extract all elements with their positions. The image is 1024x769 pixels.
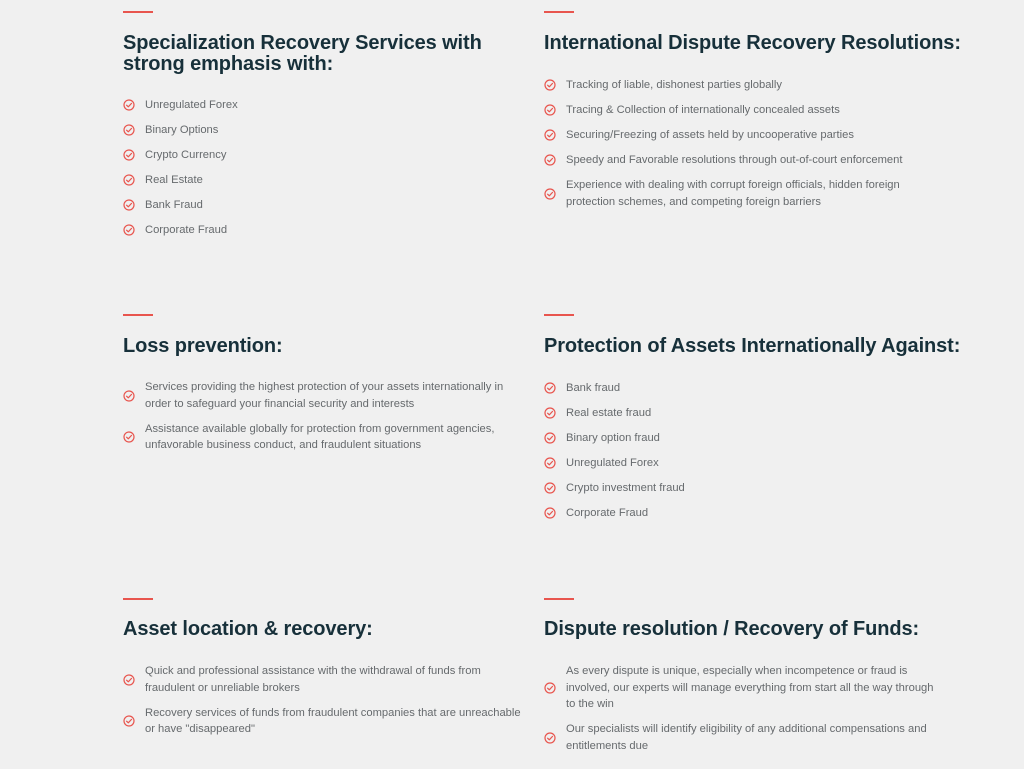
list-item-text: Speedy and Favorable resolutions through out-of-court enforcement	[566, 154, 903, 166]
section-title: International Dispute Recovery Resolutions:	[544, 32, 961, 54]
section-list	[544, 380, 924, 522]
list-item	[123, 222, 503, 239]
section-divider	[544, 314, 574, 316]
section-list	[123, 663, 523, 738]
list-item	[544, 77, 904, 94]
section-divider	[544, 11, 574, 13]
list-item-text: Quick and professional assistance with the withdrawal of funds from fraudulent or unreliable brokers	[145, 665, 481, 694]
list-item-text: Real Estate	[145, 174, 203, 186]
check-circle-icon	[123, 199, 135, 211]
list-item-text: Assistance available globally for protection from government agencies, unfavorable business conduct, and fraudulent situations	[145, 422, 495, 451]
list-item	[544, 152, 904, 169]
check-circle-icon	[123, 431, 135, 443]
check-circle-icon	[544, 457, 556, 469]
section-divider	[544, 598, 574, 600]
section-divider	[123, 598, 153, 600]
list-item-text: Unregulated Forex	[145, 99, 238, 111]
check-circle-icon	[123, 124, 135, 136]
check-circle-icon	[123, 224, 135, 236]
check-circle-icon	[123, 99, 135, 111]
list-item	[123, 97, 503, 114]
list-item-text: Corporate Fraud	[145, 224, 228, 236]
section-list	[123, 97, 503, 239]
list-item	[544, 455, 924, 472]
list-item-text: Crypto investment fraud	[566, 482, 685, 494]
list-item	[544, 663, 936, 713]
check-circle-icon	[544, 382, 556, 394]
list-item-text: As every dispute is unique, especially when incompetence or fraud is involved, our experts will manage everything from start all the way through to the win	[566, 665, 934, 710]
list-item-text: Real estate fraud	[566, 407, 652, 419]
list-item-text: Recovery services of funds from fraudulent companies that are unreachable or have "disappeared"	[145, 706, 521, 735]
section-title: Dispute resolution / Recovery of Funds:	[544, 618, 920, 640]
list-item-text: Corporate Fraud	[566, 507, 649, 519]
list-item	[544, 480, 924, 497]
list-item-text: Unregulated Forex	[566, 457, 659, 469]
check-circle-icon	[544, 407, 556, 419]
check-circle-icon	[544, 104, 556, 116]
list-item-text: Binary option fraud	[566, 432, 660, 444]
list-item	[544, 127, 904, 144]
check-circle-icon	[544, 188, 556, 200]
list-item	[123, 663, 523, 696]
check-circle-icon	[123, 715, 135, 727]
check-circle-icon	[123, 149, 135, 161]
list-item-text: Tracing & Collection of internationally concealed assets	[566, 104, 840, 116]
section-title: Protection of Assets Internationally Against:	[544, 335, 961, 357]
list-item	[544, 430, 924, 447]
list-item	[123, 122, 503, 139]
section-divider	[123, 314, 153, 316]
list-item-text: Bank fraud	[566, 382, 621, 394]
list-item-text: Binary Options	[145, 124, 219, 136]
list-item-text: Crypto Currency	[145, 149, 227, 161]
section-title: Specialization Recovery Services with strong emphasis with:	[123, 32, 482, 75]
list-item	[123, 705, 523, 738]
list-item	[123, 379, 513, 412]
list-item-text: Securing/Freezing of assets held by uncooperative parties	[566, 129, 854, 141]
list-item	[123, 172, 503, 189]
list-item	[123, 421, 513, 454]
check-circle-icon	[123, 390, 135, 402]
list-item	[544, 177, 904, 210]
list-item-text: Services providing the highest protection of your assets internationally in order to safeguard your financial security and interests	[145, 381, 504, 410]
list-item	[123, 147, 503, 164]
list-item-text: Our specialists will identify eligibility of any additional compensations and entitlements due	[566, 723, 927, 752]
check-circle-icon	[123, 174, 135, 186]
check-circle-icon	[544, 432, 556, 444]
list-item	[544, 505, 924, 522]
section-list	[544, 663, 936, 754]
list-item	[544, 102, 904, 119]
check-circle-icon	[123, 674, 135, 686]
list-item-text: Bank Fraud	[145, 199, 203, 211]
section-title: Loss prevention:	[123, 335, 283, 357]
check-circle-icon	[544, 682, 556, 694]
check-circle-icon	[544, 154, 556, 166]
check-circle-icon	[544, 507, 556, 519]
section-divider	[123, 11, 153, 13]
check-circle-icon	[544, 732, 556, 744]
list-item	[544, 721, 936, 754]
list-item	[123, 197, 503, 214]
list-item	[544, 380, 924, 397]
check-circle-icon	[544, 129, 556, 141]
check-circle-icon	[544, 482, 556, 494]
section-list	[544, 77, 904, 210]
check-circle-icon	[544, 79, 556, 91]
list-item-text: Tracking of liable, dishonest parties globally	[566, 79, 782, 91]
section-list	[123, 379, 513, 454]
list-item-text: Experience with dealing with corrupt foreign officials, hidden foreign protection schemes, and competing foreign barriers	[566, 179, 900, 208]
list-item	[544, 405, 924, 422]
section-title: Asset location & recovery:	[123, 618, 373, 640]
